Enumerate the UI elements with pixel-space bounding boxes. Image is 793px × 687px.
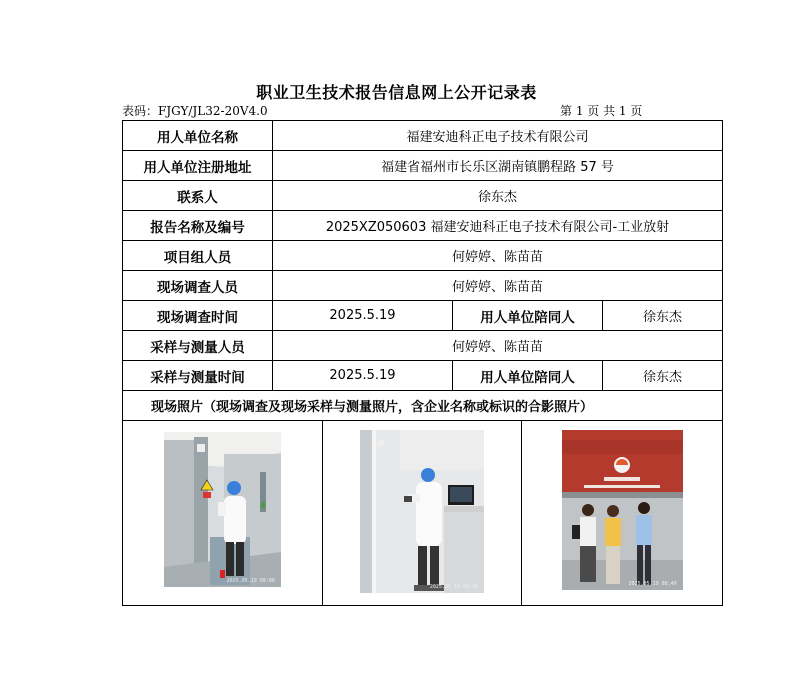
survey-time-label: 现场调查时间 xyxy=(123,301,273,331)
row-report xyxy=(123,211,723,241)
row-unit-address xyxy=(123,151,723,181)
unit-address-label: 用人单位注册地址 xyxy=(123,151,273,181)
unit-name-label: 用人单位名称 xyxy=(123,121,273,151)
survey-staff-value: 何婷婷、陈苗苗 xyxy=(273,271,723,301)
group-photo-image xyxy=(562,430,683,590)
survey-companion-label: 用人单位陪同人 xyxy=(453,301,603,331)
photos-label: 现场照片（现场调查及现场采样与测量照片，含企业名称或标识的合影照片） xyxy=(123,391,723,421)
row-photos-header xyxy=(123,391,723,421)
corridor-scene-image xyxy=(164,432,281,587)
row-project-team xyxy=(123,241,723,271)
sampling-time-label: 采样与测量时间 xyxy=(123,361,273,391)
row-survey-time xyxy=(123,301,723,331)
photos-cell xyxy=(123,421,723,606)
photo-slot-3 xyxy=(522,421,722,605)
contact-value: 徐东杰 xyxy=(273,181,723,211)
measurement-scene-image xyxy=(360,430,484,593)
site-photo-corridor xyxy=(164,432,281,587)
project-team-label: 项目组人员 xyxy=(123,241,273,271)
record-table xyxy=(122,120,723,606)
survey-time-value: 2025.5.19 xyxy=(273,301,453,331)
sampling-staff-label: 采样与测量人员 xyxy=(123,331,273,361)
sampling-time-value: 2025.5.19 xyxy=(273,361,453,391)
page-info: 第 1 页 共 1 页 xyxy=(560,104,643,118)
project-team-value: 何婷婷、陈苗苗 xyxy=(273,241,723,271)
photo-timestamp-1: 2025.05.19 09:00 xyxy=(226,577,275,584)
document-title: 职业卫生技术报告信息网上公开记录表 xyxy=(256,83,537,102)
unit-name-value: 福建安迪科正电子技术有限公司 xyxy=(273,121,723,151)
sampling-staff-value: 何婷婷、陈苗苗 xyxy=(273,331,723,361)
form-code: 表码：FJGY/JL32-20V4.0 xyxy=(122,104,268,118)
sampling-companion-value: 徐东杰 xyxy=(603,361,723,391)
site-photo-measurement xyxy=(360,430,484,593)
sampling-companion-label: 用人单位陪同人 xyxy=(453,361,603,391)
row-survey-staff xyxy=(123,271,723,301)
row-contact xyxy=(123,181,723,211)
survey-companion-value: 徐东杰 xyxy=(603,301,723,331)
photo-timestamp-3: 2025.05.19 08:40 xyxy=(628,581,677,587)
photo-slot-1 xyxy=(123,421,323,605)
site-photo-group xyxy=(562,430,683,590)
contact-label: 联系人 xyxy=(123,181,273,211)
row-unit-name xyxy=(123,121,723,151)
row-sampling-time xyxy=(123,361,723,391)
report-label: 报告名称及编号 xyxy=(123,211,273,241)
photo-slot-2 xyxy=(323,421,523,605)
unit-address-value: 福建省福州市长乐区湖南镇鹏程路 57 号 xyxy=(273,151,723,181)
survey-staff-label: 现场调查人员 xyxy=(123,271,273,301)
report-value: 2025XZ050603 福建安迪科正电子技术有限公司-工业放射 xyxy=(273,211,723,241)
photo-timestamp-2: 2025.05.19 09:30 xyxy=(429,583,478,590)
row-photos xyxy=(123,421,723,606)
row-sampling-staff xyxy=(123,331,723,361)
photo-grid xyxy=(123,421,722,605)
